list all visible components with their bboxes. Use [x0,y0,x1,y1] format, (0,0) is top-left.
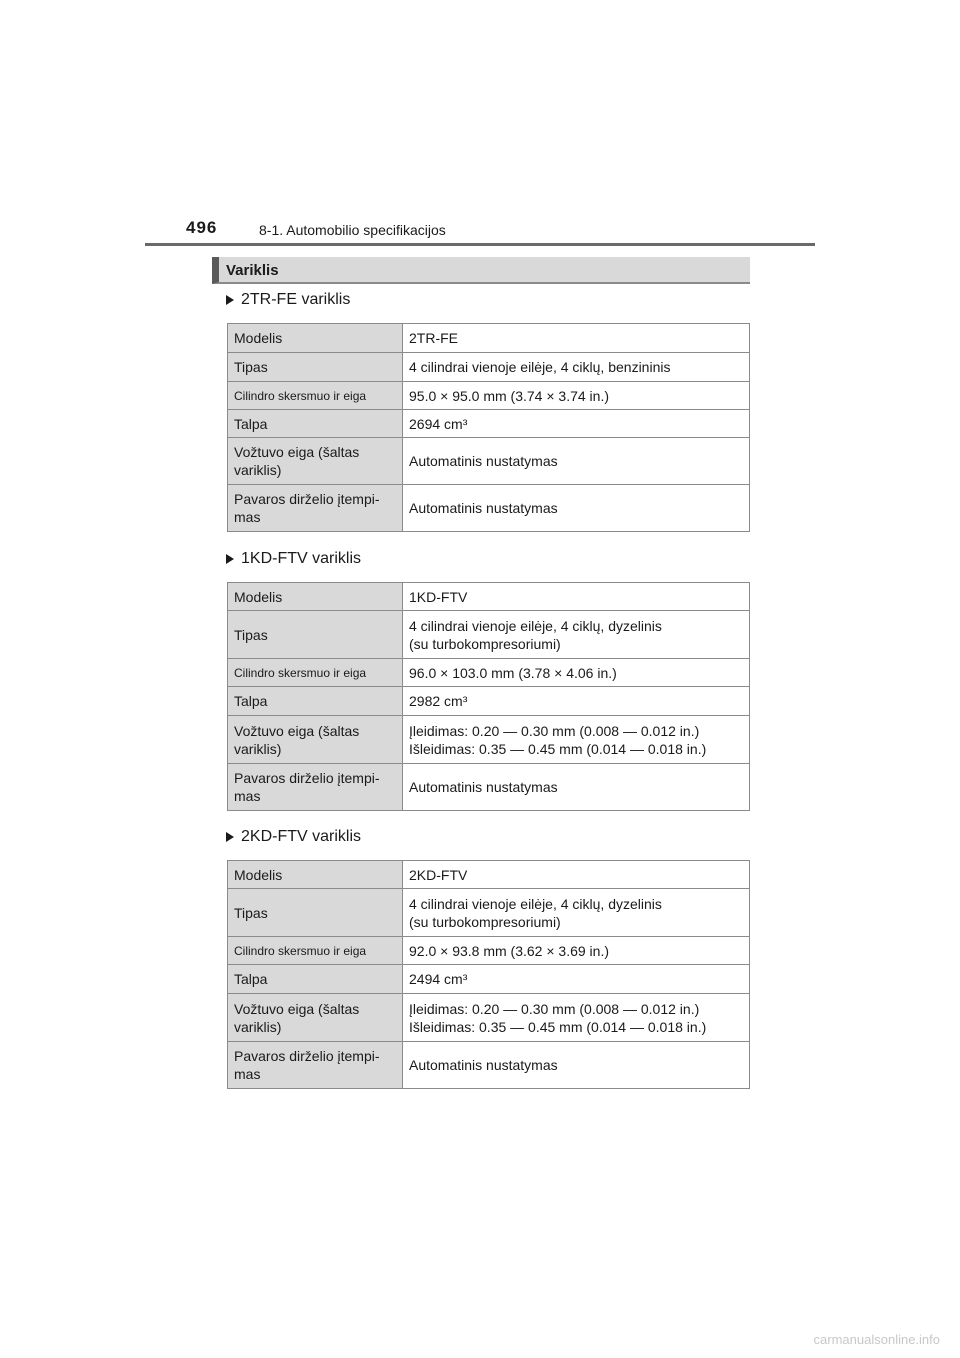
table-row [228,324,750,353]
table-row [228,1042,750,1089]
engine-heading [226,291,350,309]
table-row [228,937,750,965]
arrow-right-icon [226,832,234,842]
header-divider [145,243,815,246]
engine-heading-text: 2KD-FTV variklis [241,828,362,845]
table-row [228,438,750,485]
value-line: 95.0 × 95.0 mm (3.74 × 3.74 in.) [409,387,610,404]
engine-heading-text: 1KD-FTV variklis [241,550,362,567]
value-line: 1KD-FTV [409,588,468,605]
row-value [403,889,750,937]
row-label: Tipas [228,889,403,937]
table-row [228,994,750,1042]
row-value [403,611,750,659]
arrow-right-icon [226,554,234,564]
row-label: Vožtuvo eiga (šaltas variklis) [228,994,403,1042]
row-label: Talpa [228,410,403,438]
table-row [228,353,750,382]
row-value [403,764,750,811]
engine-heading-text: 2TR-FE variklis [241,291,351,308]
row-label: Talpa [228,687,403,716]
row-label: Cilindro skersmuo ir eiga [228,937,403,965]
row-value [403,659,750,687]
value-line: 2494 cm³ [409,971,468,987]
row-value [403,861,750,889]
table-row [228,889,750,937]
row-label: Vožtuvo eiga (šaltas variklis) [228,716,403,764]
chapter-title: 8-1. Automobilio specifikacijos [259,222,446,238]
value-line: 2TR-FE [409,330,458,346]
value-line: 2694 cm³ [409,415,468,432]
table-row [228,716,750,764]
table-row [228,382,750,410]
row-label: Vožtuvo eiga (šaltas variklis) [228,438,403,485]
row-value [403,965,750,994]
value-line: 4 cilindrai vienoje eilėje, 4 ciklų, dyzelinis [409,617,662,634]
watermark: carmanualsonline.info [813,1332,940,1347]
value-line: Įleidimas: 0.20 — 0.30 mm (0.008 — 0.012 in.) [409,722,700,739]
row-value [403,438,750,485]
value-line: 2982 cm³ [409,693,468,709]
row-value [403,994,750,1042]
value-line: 92.0 × 93.8 mm (3.62 × 3.69 in.) [409,942,610,959]
engine-heading [226,828,361,846]
section-bar [212,257,750,284]
value-line: 2KD-FTV [409,866,468,883]
section-title: Variklis [226,262,279,279]
table-row [228,485,750,532]
row-label: Pavaros dirželio įtempi- mas [228,1042,403,1089]
row-value [403,583,750,611]
spec-table [227,323,750,532]
row-label: Modelis [228,583,403,611]
value-line: Automatinis nustatymas [409,500,558,516]
row-value [403,410,750,438]
row-value [403,382,750,410]
value-line: 96.0 × 103.0 mm (3.78 × 4.06 in.) [409,664,617,681]
table-row [228,687,750,716]
arrow-right-icon [226,295,234,305]
value-line: Įleidimas: 0.20 — 0.30 mm (0.008 — 0.012 in.) [409,1000,700,1017]
row-value [403,716,750,764]
row-label: Pavaros dirželio įtempi- mas [228,764,403,811]
table-row [228,611,750,659]
value-line: Automatinis nustatymas [409,779,558,795]
value-line: (su turbokompresoriumi) [409,635,561,652]
page-number: 496 [186,218,218,237]
table-row [228,410,750,438]
row-value [403,1042,750,1089]
row-label: Tipas [228,611,403,659]
value-line: Išleidimas: 0.35 — 0.45 mm (0.014 — 0.018 in.) [409,740,707,757]
table-row [228,861,750,889]
value-line: Automatinis nustatymas [409,453,558,469]
row-label: Tipas [228,353,403,382]
row-value [403,485,750,532]
row-label: Modelis [228,324,403,353]
row-value [403,937,750,965]
value-line: Išleidimas: 0.35 — 0.45 mm (0.014 — 0.018 in.) [409,1018,707,1035]
row-label: Talpa [228,965,403,994]
row-label: Cilindro skersmuo ir eiga [228,659,403,687]
row-label: Cilindro skersmuo ir eiga [228,382,403,410]
row-value [403,353,750,382]
spec-table [227,582,750,811]
row-label: Modelis [228,861,403,889]
table-row [228,659,750,687]
value-line: 4 cilindrai vienoje eilėje, 4 ciklų, dyzelinis [409,895,662,912]
engine-heading [226,550,361,568]
row-value [403,324,750,353]
value-line: 4 cilindrai vienoje eilėje, 4 ciklų, benzininis [409,359,671,375]
value-line: (su turbokompresoriumi) [409,913,561,930]
row-value [403,687,750,716]
row-label: Pavaros dirželio įtempi- mas [228,485,403,532]
spec-table [227,860,750,1089]
table-row [228,764,750,811]
value-line: Automatinis nustatymas [409,1057,558,1073]
table-row [228,583,750,611]
table-row [228,965,750,994]
